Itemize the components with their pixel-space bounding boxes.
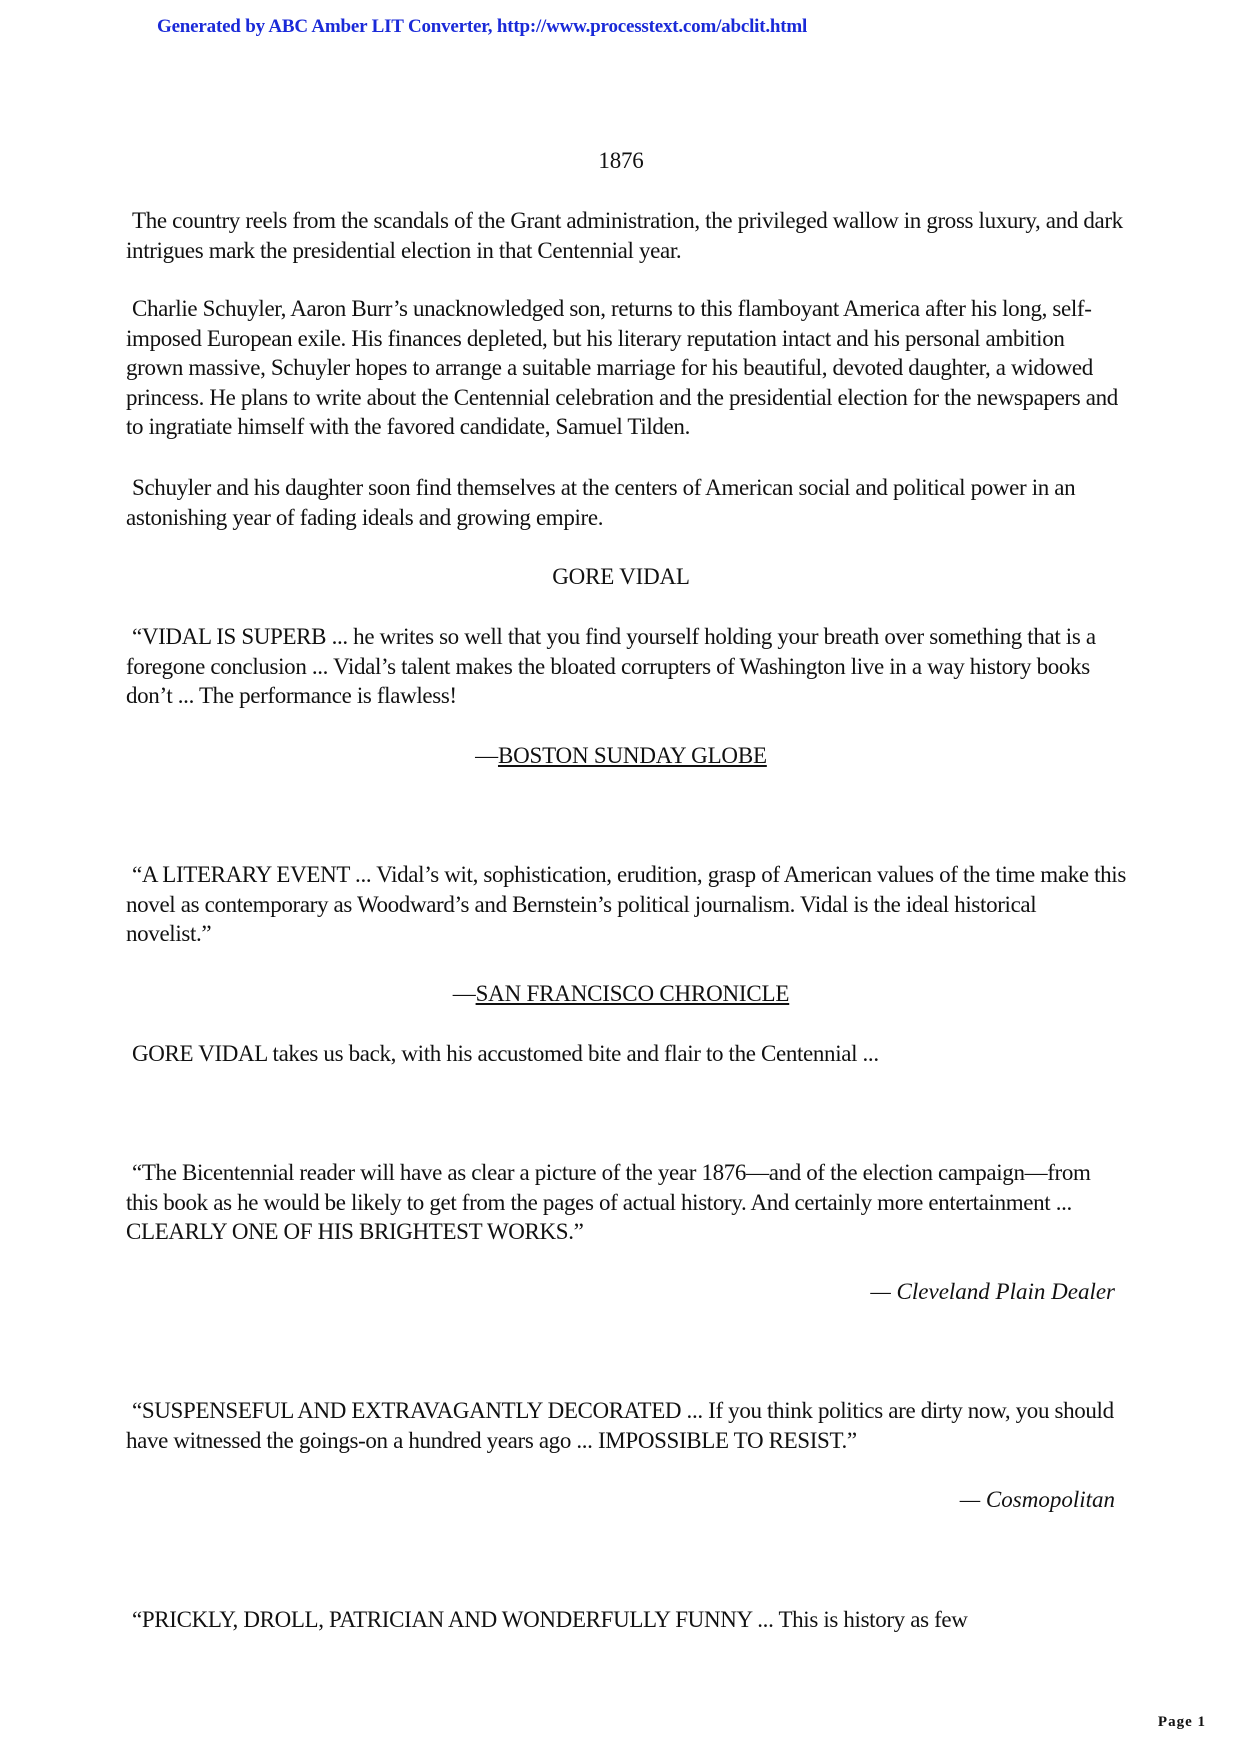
review-quote-1: “VIDAL IS SUPERB ... he writes so well that you find yourself holding your breath over something that is a foregone conclusion ... Vidal’s talent makes the bloated corrupters of Washington live in a way history books don’t ... The performance is flawless!: [126, 624, 1096, 708]
review-quote-6: “PRICKLY, DROLL, PATRICIAN AND WONDERFULLY FUNNY ... This is history as few: [132, 1607, 968, 1632]
attribution-source-link[interactable]: SAN FRANCISCO CHRONICLE: [475, 981, 790, 1006]
review-attribution-1: [126, 741, 1116, 770]
page-number: Page 1: [1157, 1714, 1206, 1730]
review-attribution-5: — Cosmopolitan: [959, 1487, 1115, 1512]
attribution-dash: —: [475, 743, 498, 768]
review-attribution-4: — Cleveland Plain Dealer: [870, 1279, 1115, 1304]
synopsis-paragraph-2: Charlie Schuyler, Aaron Burr’s unacknowledged son, returns to this flamboyant America after his long, self-imposed European exile. His finances depleted, but his literary reputation intact and his personal ambition grown massive, Schuyler hopes to arrange a suitable marriage for his beautiful, devoted daughter, a widowed princess. He plans to write about the Centennial celebration and the presidential election for the newspapers and to ingratiate himself with the favored candidate, Samuel Tilden.: [126, 296, 1118, 439]
author-name: GORE VIDAL: [552, 564, 690, 589]
review-quote-4: “The Bicentennial reader will have as clear a picture of the year 1876—and of the election campaign—from this book as he would be likely to get from the pages of actual history. And certainly more entertainment ... CLEARLY ONE OF HIS BRIGHTEST WORKS.”: [126, 1160, 1091, 1244]
review-attribution-2: [126, 979, 1116, 1008]
attribution-source-link[interactable]: BOSTON SUNDAY GLOBE: [497, 743, 767, 768]
synopsis-paragraph-1: The country reels from the scandals of the Grant administration, the privileged wallow in gross luxury, and dark intrigues mark the presidential election in that Centennial year.: [126, 208, 1123, 263]
synopsis-paragraph-3: Schuyler and his daughter soon find themselves at the centers of American social and political power in an astonishing year of fading ideals and growing empire.: [126, 475, 1076, 530]
converter-banner-link[interactable]: Generated by ABC Amber LIT Converter, http://www.processtext.com/abclit.html: [157, 16, 808, 37]
review-quote-3: GORE VIDAL takes us back, with his accustomed bite and flair to the Centennial ...: [132, 1041, 879, 1066]
book-title: 1876: [598, 148, 644, 173]
attribution-dash: —: [452, 981, 476, 1006]
review-quote-5: “SUSPENSEFUL AND EXTRAVAGANTLY DECORATED ... If you think politics are dirty now, you should have witnessed the goings-on a hundred years ago ... IMPOSSIBLE TO RESIST.”: [126, 1398, 1114, 1453]
review-quote-2: “A LITERARY EVENT ... Vidal’s wit, sophistication, erudition, grasp of American values of the time make this novel as contemporary as Woodward’s and Bernstein’s political journalism. Vidal is the ideal historical novelist.”: [126, 862, 1126, 946]
